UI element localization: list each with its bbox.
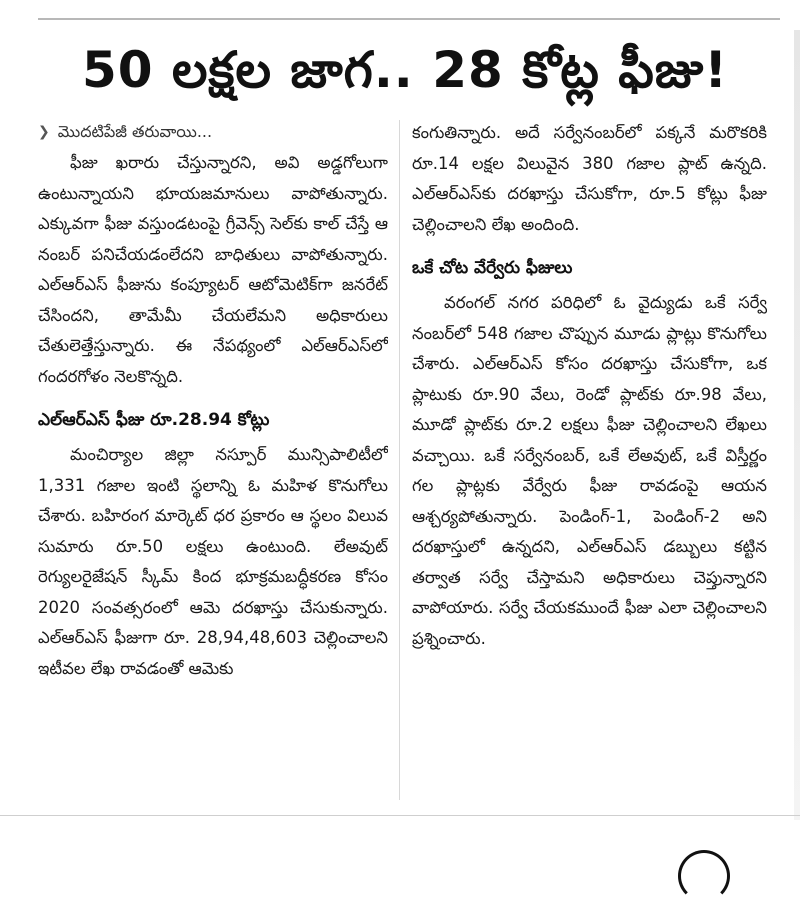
body-paragraph-left: మంచిర్యాల జిల్లా నస్పూర్ మున్సిపాలిటీలో 1,331 గజాల ఇంటి స్థలాన్ని ఓ మహిళ కొనుగోలు చేశారు. బహిరంగ మార్కెట్ ధర ప్రకారం ఆ స్థలం విలువ సుమారు రూ.50 లక్షలు ఉంటుంది. లేఅవుట్ రెగ్యులరైజేషన్ స్కీమ్ కింద భూక్రమబద్ధీకరణ కోసం 2020 సంవత్సరంలో ఆమె దరఖాస్తు చేసుకున్నారు. ఎల్‌ఆర్‌ఎస్ ఫీజుగా రూ. 28,94,48,603 చెల్లించాలని ఇటీవల లేఖ రావడంతో ఆమెకు xyxy=(38,445,388,678)
headline: 50 లక్షల జాగ.. 28 కోట్ల ఫీజు! xyxy=(81,41,729,99)
top-rule xyxy=(38,18,780,20)
subheading-lrs-fee: ఎల్‌ఆర్‌ఎస్ ఫీజు రూ.28.94 కోట్లు xyxy=(38,410,270,430)
intro-paragraph: ఫీజు ఖరారు చేస్తున్నారని, అవి అడ్డగోలుగా ఉంటున్నాయని భూయజమానులు వాపోతున్నారు. ఎక్కువగా ఫీజు వస్తుండటంపై గ్రీవెన్స్ సెల్‌కు కాల్ చేస్తే ఆ నంబర్ పనిచేయడంలేదని బాధితులు వాపోతున్నారు. ఎల్‌ఆర్‌ఎస్ ఫీజును కంప్యూటర్ ఆటోమెటిక్‌గా జనరేట్ చేసిందని, తామేమీ చేయలేమని అధికారులు చేతులెత్తేస్తున్నారు. ఈ నేపథ్యంలో ఎల్‌ఆర్‌ఎస్‌లో గందరగోళం నెలకొన్నది. xyxy=(38,153,388,386)
column-divider xyxy=(399,120,400,800)
partial-logo-mark xyxy=(678,850,730,902)
page-edge-shadow xyxy=(794,30,800,820)
kicker xyxy=(38,118,388,146)
right-column xyxy=(412,118,767,798)
kicker-text: మొదటిపేజీ తరువాయి... xyxy=(57,122,213,141)
left-column xyxy=(38,118,388,808)
subheading-different-fees: ఒకే చోట వేర్వేరు ఫీజులు xyxy=(412,258,573,278)
continued-paragraph: కంగుతిన్నారు. అదే సర్వేనంబర్‌లో పక్కనే మరొకరికి రూ.14 లక్షల విలువైన 380 గజాల ప్లాట్ ఉన్నది. ఎల్‌ఆర్‌ఎస్‌కు దరఖాస్తు చేసుకోగా, రూ.5 కోట్లు ఫీజు చెల్లించాలని లేఖ అందింది. xyxy=(412,123,767,234)
chevron-right-icon: ❯ xyxy=(38,124,50,140)
body-paragraph-right: వరంగల్ నగర పరిధిలో ఓ వైద్యుడు ఒకే సర్వే నంబర్‌లో 548 గజాల చొప్పున మూడు ప్లాట్లు కొనుగోలు చేశారు. ఎల్‌ఆర్‌ఎస్ కోసం దరఖాస్తు చేసుకోగా, ఒక ప్లాటుకు రూ.90 వేలు, రెండో ప్లాట్‌కు రూ.98 వేలు, మూడో ప్లాట్‌కు రూ.2 లక్షలు ఫీజు చెల్లించాలని లేఖలు వచ్చాయి. ఒకే సర్వేనంబర్, ఒకే లేఅవుట్, ఒకే విస్తీర్ణం గల ప్లాట్లకు వేర్వేరు ఫీజు రావడంపై ఆయన ఆశ్చర్యపోతున్నారు. పెండింగ్-1, పెండింగ్-2 అని దరఖాస్తులో ఉన్నదని, ఎల్‌ఆర్‌ఎస్ డబ్బులు కట్టిన తర్వాత సర్వే చేస్తామని అధికారులు చెప్తున్నారని వాపోయారు. సర్వే చేయకముందే ఫీజు ఎలా చెల్లించాలని ప్రశ్నించారు. xyxy=(412,293,767,648)
bottom-rule xyxy=(0,815,800,816)
